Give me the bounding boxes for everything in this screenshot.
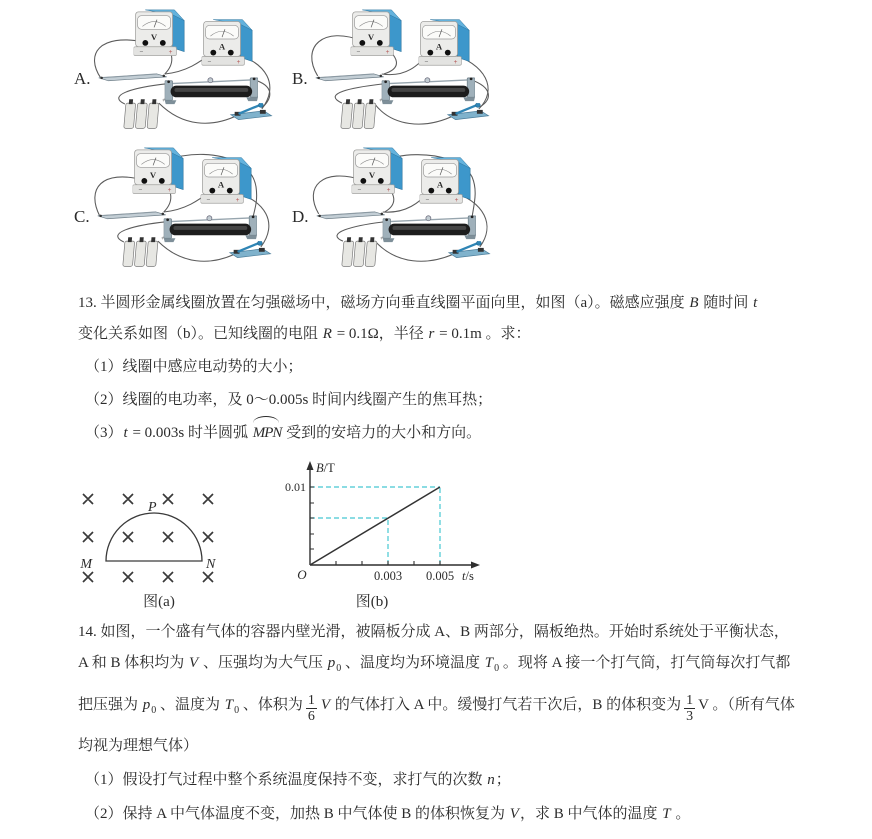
y-axis-label: [316, 461, 335, 475]
q14-text-line4: 均视为理想气体）: [78, 738, 199, 754]
question-14: [78, 617, 816, 830]
x-axis-var: t: [462, 569, 466, 583]
semicircle-coil: [106, 513, 202, 561]
q14-item-1: （1）假设打气过程中整个系统温度保持不变，求打气的次数 n；: [85, 772, 511, 788]
q13-figures: [74, 457, 816, 611]
figure-a-caption: 图(a): [143, 594, 175, 610]
circuit-diagram-b: [309, 6, 505, 140]
point-n-label: N: [206, 557, 216, 572]
wire: [374, 103, 456, 124]
y-axis-arrow: [307, 461, 314, 470]
semicircle-field-diagram: [74, 485, 244, 589]
q14-text-line3: 把压强为 $p_0$ 、温度为 $T_0$ 、体积为 $\frac{1}{6}$ V 的气体打入 A 中。缓慢打气若干次后，B 的体积变为 $\frac{1}{3}$ V 。（所有气体: [78, 692, 795, 724]
option-A: [74, 6, 282, 140]
option-label-a: A.: [74, 69, 91, 88]
circuit-diagram-d: [310, 144, 506, 278]
option-D: [292, 144, 522, 278]
q13-item-1: （1）线圈中感应电动势的大小；: [85, 359, 303, 375]
circuit-diagram-a: [92, 6, 288, 140]
ytick-label-001: 0.01: [285, 480, 306, 494]
question-13: [78, 288, 816, 611]
wire: [375, 241, 457, 261]
y-axis-unit: /T: [323, 461, 335, 475]
option-label-d: D.: [292, 207, 309, 226]
q13-item-3: （3）t = 0.003s 时半圆弧 MPN 受到的安培力的大小和方向。: [78, 418, 816, 449]
xtick-label-0003: 0.003: [373, 569, 403, 583]
figure-b: [244, 457, 500, 611]
figure-a: [74, 485, 244, 611]
q13-item-2: （2）线圈的电功率，及 0～0.005s 时间内线圈产生的焦耳热；: [85, 392, 493, 408]
option-C: [74, 144, 282, 278]
xtick-label-0005: 0.005: [425, 569, 455, 583]
option-label-b: B.: [292, 69, 308, 88]
x-axis-unit: /s: [465, 569, 474, 583]
y-axis-var: B: [316, 461, 324, 475]
x-axis-arrow: [471, 562, 480, 569]
b-t-line: [310, 487, 440, 565]
wire: [158, 103, 238, 123]
q13-text-line2: 变化关系如图（b）。已知线圈的电阻 R = 0.1Ω，半径 r = 0.1m 。求：: [78, 326, 531, 342]
wire: [158, 241, 238, 261]
origin-label: O: [297, 567, 307, 582]
option-label-c: C.: [74, 207, 90, 226]
point-m-label: M: [80, 557, 92, 572]
q14-item-2: （2）保持 A 中气体温度不变，加热 B 中气体使 B 的体积恢复为 V，求 B 中气体的温度 T 。: [85, 806, 691, 822]
question-options: [74, 6, 816, 278]
q14-text-line2: A 和 B 体积均为 V 、压强均为大气压 $p_0$ 、温度均为环境温度 $T_0$ 。现将 A 接一个打气筒，打气筒每次打气都: [78, 655, 791, 674]
option-B: [292, 6, 522, 140]
circuit-diagram-c: [91, 144, 287, 278]
b-t-graph: [272, 457, 500, 589]
point-p-label: P: [148, 500, 157, 515]
figure-b-caption: 图(b): [355, 594, 389, 610]
x-axis-label: [462, 569, 474, 583]
q13-text-line1: 13. 半圆形金属线圈放置在匀强磁场中，磁场方向垂直线圈平面向里，如图（a）。磁感应强度 B 随时间 t: [78, 295, 758, 311]
q14-text-line1: 14. 如图，一个盛有气体的容器内壁光滑，被隔板分成 A、B 两部分，隔板绝热。开始时系统处于平衡状态，: [78, 624, 789, 640]
